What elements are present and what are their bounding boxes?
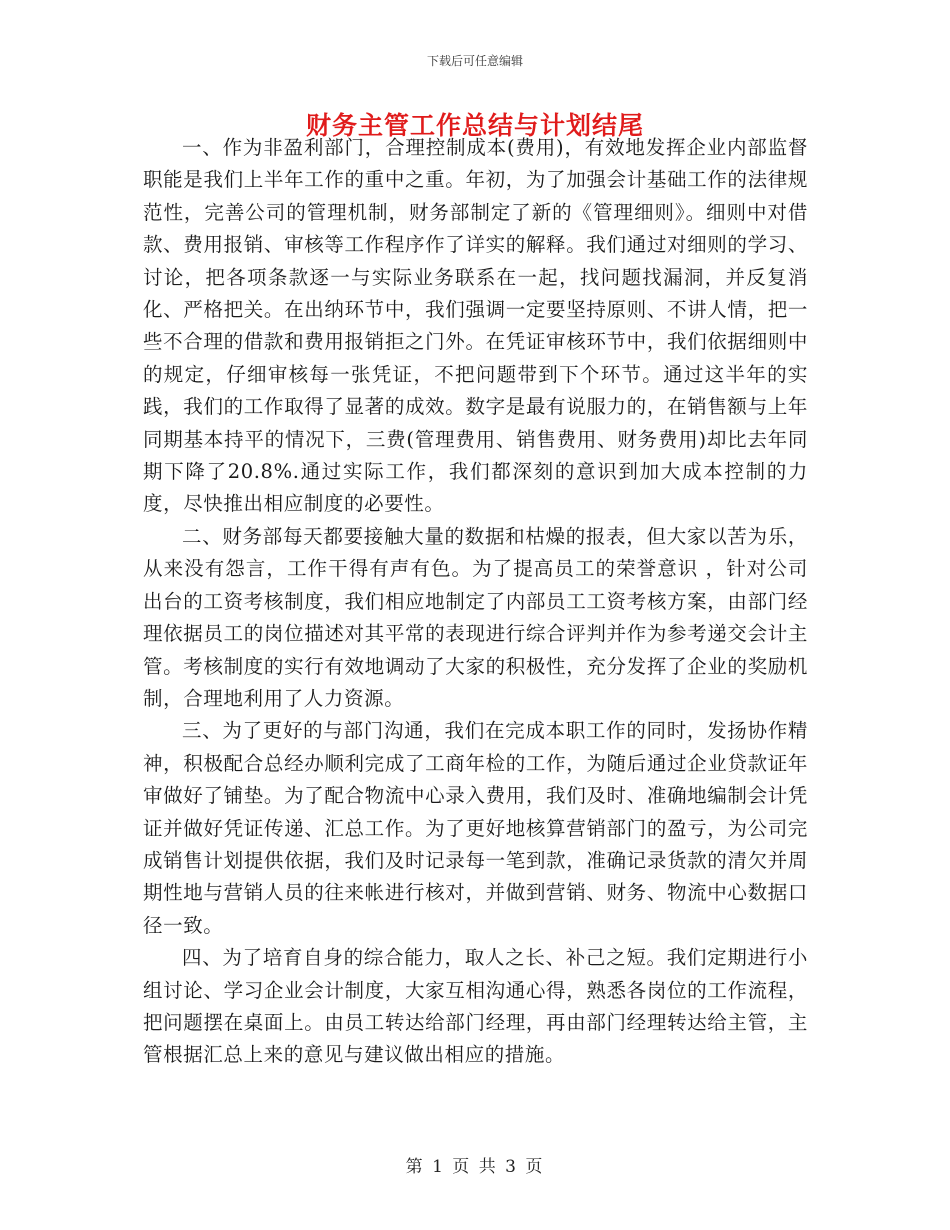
paragraph-3: 三、为了更好的与部门沟通，我们在完成本职工作的同时，发扬协作精神，积极配合总经办顺利完成了工商年检的工作，为随后通过企业贷款证年审做好了铺垫。为了配合物流中心录入费用，我们及时、准确地编制会计凭证并做好凭证传递、汇总工作。为了更好地核算营销部门的盈亏，为公司完成销售计划提供依据，我们及时记录每一笔到款，准确记录货款的清欠并周期性地与营销人员的往来帐进行核对，并做到营销、财务、物流中心数据口径一致。 xyxy=(143,719,808,937)
document-body xyxy=(143,132,808,1072)
document-title: 财务主管工作总结与计划结尾 xyxy=(305,111,644,140)
paragraph-4: 四、为了培育自身的综合能力，取人之长、补己之短。我们定期进行小组讨论、学习企业会计制度，大家互相沟通心得，熟悉各岗位的工作流程，把问题摆在桌面上。由员工转达给部门经理，再由部门经理转达给主管，主管根据汇总上来的意见与建议做出相应的措施。 xyxy=(143,946,808,1067)
paragraph-2: 二、财务部每天都要接触大量的数据和枯燥的报表，但大家以苦为乐，从来没有怨言，工作干得有声有色。为了提高员工的荣誉意识 ，针对公司出台的工资考核制度，我们相应地制定了内部员工工资考核方案，由部门经理依据员工的岗位描述对其平常的表现进行综合评判并作为参考递交会计主管。考核制度的实行有效地调动了大家的积极性，充分发挥了企业的奖励机制，合理地利用了人力资源。 xyxy=(143,524,808,710)
header-note: 下载后可任意编辑 xyxy=(426,54,523,68)
paragraph-1: 一、作为非盈利部门，合理控制成本(费用)，有效地发挥企业内部监督职能是我们上半年工作的重中之重。年初，为了加强会计基础工作的法律规范性，完善公司的管理机制，财务部制定了新的《管理细则》。细则中对借款、费用报销、审核等工作程序作了详实的解释。我们通过对细则的学习、讨论，把各项条款逐一与实际业务联系在一起，找问题找漏洞，并反复消化、严格把关。在出纳环节中，我们强调一定要坚持原则、不讲人情，把一些不合理的借款和费用报销拒之门外。在凭证审核环节中，我们依据细则中的规定，仔细审核每一张凭证，不把问题带到下个环节。通过这半年的实践，我们的工作取得了显著的成效。数字是最有说服力的，在销售额与上年同期基本持平的情况下，三费(管理费用、销售费用、财务费用)却比去年同期下降了20.8%.通过实际工作，我们都深刻的意识到加大成本控制的力度，尽快推出相应制度的必要性。 xyxy=(143,136,808,516)
page-number: 第 1 页 共 3 页 xyxy=(405,1157,545,1177)
